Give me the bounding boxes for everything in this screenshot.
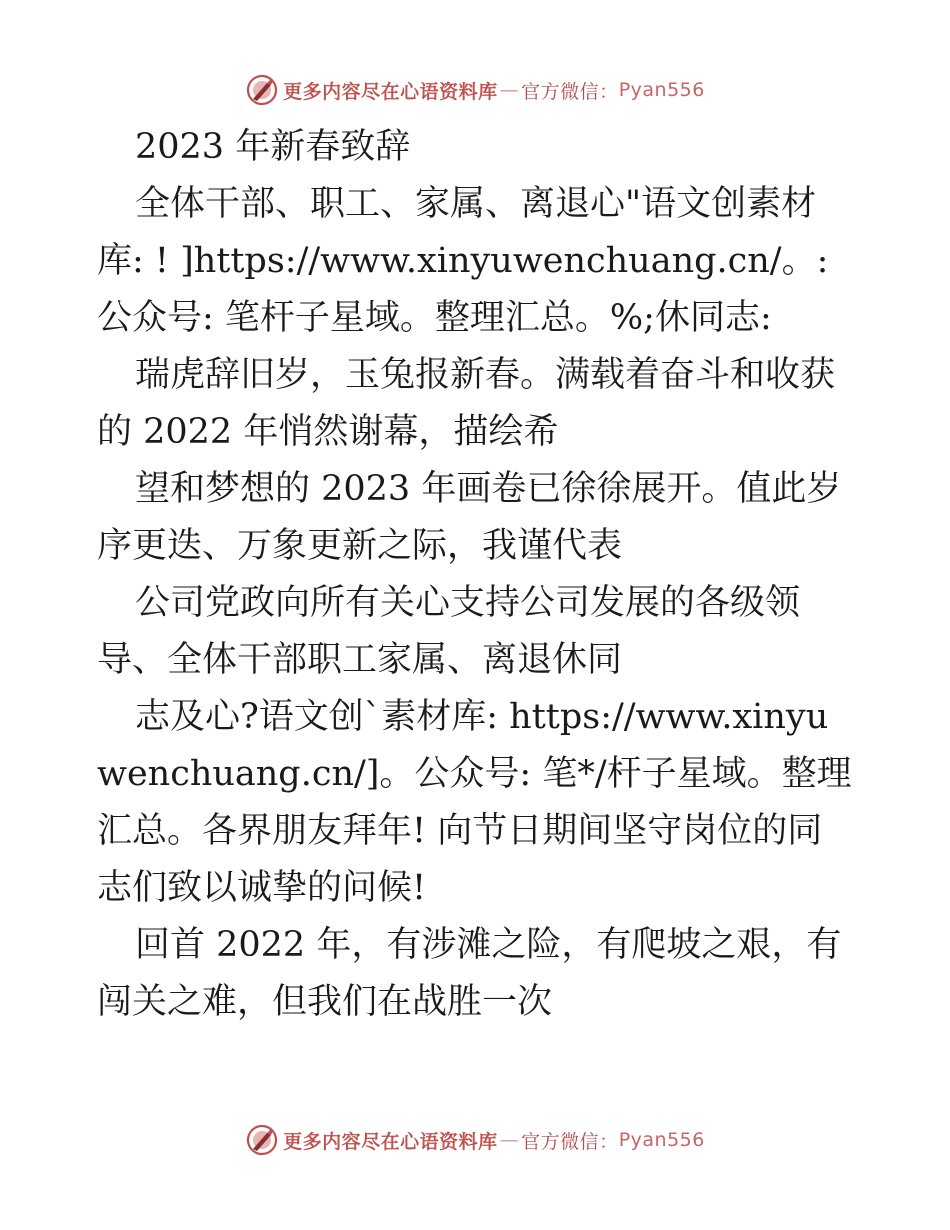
paragraph-salutation: 全体干部、职工、家属、离退心"语文创素材库: ! ]https://www.xinyuwenchuang.cn/。:公众号: 笔杆子星域。整理汇总。%;休同志:	[97, 184, 829, 338]
banner-dash: —	[499, 79, 520, 101]
wechat-label: 官方微信	[521, 80, 600, 103]
paragraph: 公司党政向所有关心支持公司发展的各级领导、全体干部职工家属、离退休同	[97, 583, 801, 680]
paragraph: 志及心?语文创`素材库: https://www.xinyuwenchuang.cn/]。公众号: 笔*/杆子星域。整理汇总。各界朋友拜年! 向节日期间坚守岗位的同志们致以诚挚的问候!	[97, 697, 852, 908]
header-watermark-banner	[0, 70, 950, 110]
promo-text: 更多内容尽在心语资料库	[283, 80, 498, 103]
pen-logo-icon	[245, 1123, 279, 1157]
promo-text: 更多内容尽在心语资料库	[283, 1130, 498, 1153]
paragraph: 瑞虎辞旧岁，玉兔报新春。满载着奋斗和收获的 2022 年悄然谢幕，描绘希	[97, 355, 836, 452]
footer-watermark-banner	[0, 1120, 950, 1160]
wechat-id: Pyan556	[618, 1129, 705, 1151]
document-title: 2023 年新春致辞	[135, 127, 411, 167]
paragraph: 望和梦想的 2023 年画卷已徐徐展开。值此岁序更迭、万象更新之际，我谨代表	[97, 469, 842, 566]
pen-logo-icon	[245, 73, 279, 107]
banner-separator: ：	[599, 80, 619, 103]
wechat-id: Pyan556	[618, 79, 705, 101]
document-body	[97, 119, 857, 1031]
banner-dash: —	[499, 1129, 520, 1151]
banner-separator: ：	[599, 1130, 619, 1153]
wechat-label: 官方微信	[521, 1130, 600, 1153]
paragraph: 回首 2022 年，有涉滩之险，有爬坡之艰，有闯关之难，但我们在战胜一次	[97, 925, 842, 1022]
